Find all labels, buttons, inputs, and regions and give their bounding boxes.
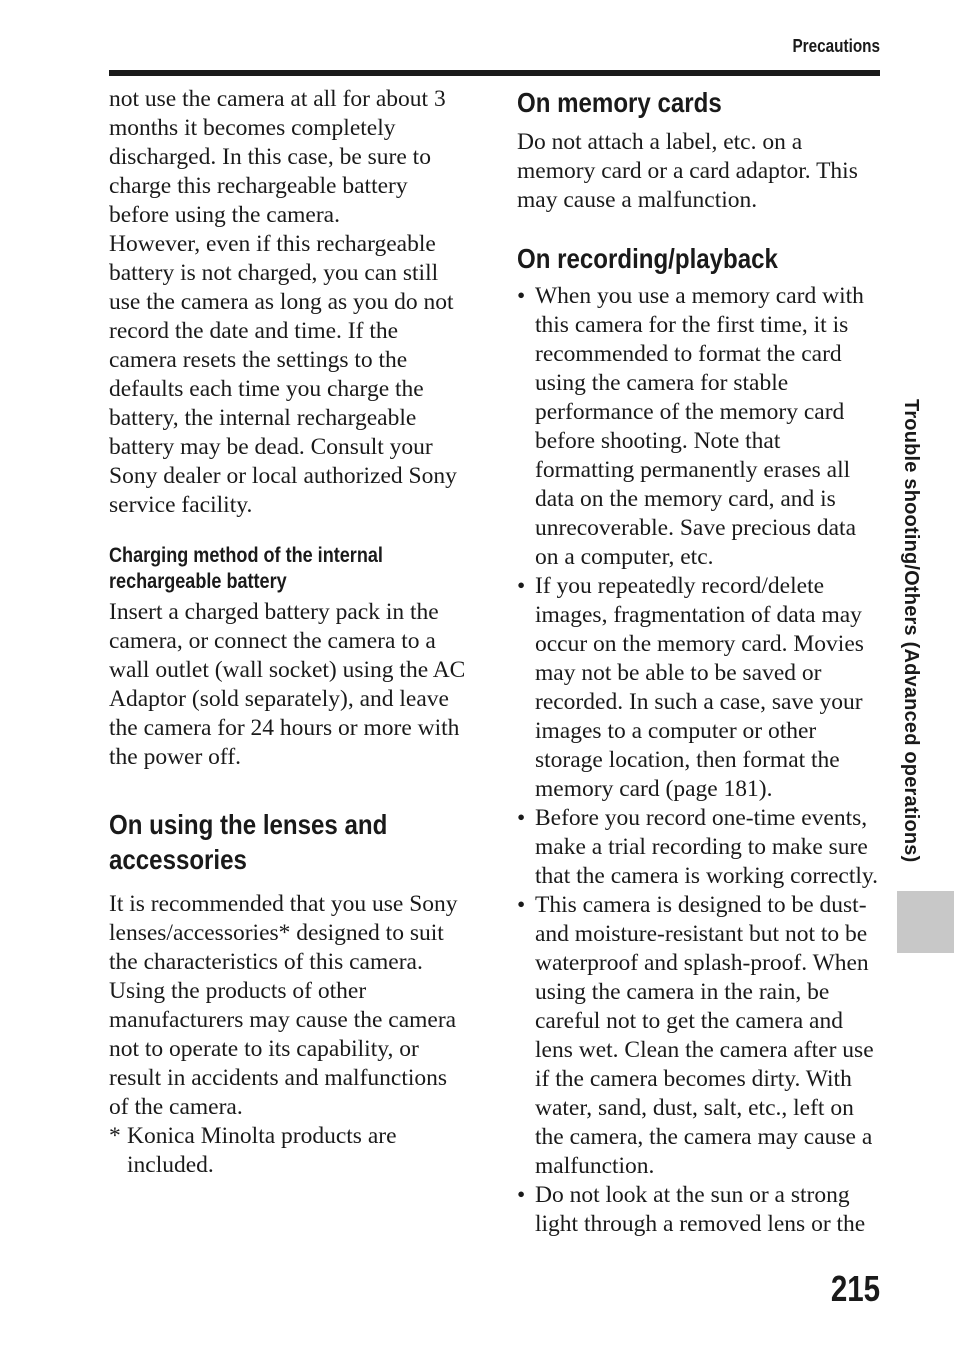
left-column bbox=[109, 85, 471, 1180]
bullet-mark: • bbox=[517, 573, 526, 599]
bullet-mark: • bbox=[517, 283, 526, 309]
intro-paragraph-1: not use the camera at all for about 3 months it becomes completely discharged. In this case, be sure to charge this rechargeable battery before using the camera. bbox=[109, 86, 446, 228]
bullet-mark: • bbox=[517, 805, 526, 831]
lenses-section-heading: On using the lenses and accessories bbox=[109, 809, 388, 875]
list-item-text: If you repeatedly record/delete images, fragmentation of data may occur on the memory card. Movies may not be able to be saved or recorded. In such a case, save your images to a computer or other storage location, then format the memory card (page 181). bbox=[535, 573, 864, 802]
memory-cards-heading: On memory cards bbox=[517, 87, 722, 118]
lenses-section-text: It is recommended that you use Sony lenses/accessories* designed to suit the characteristics of this camera. Using the products of other manufacturers may cause the camera not to operate to its capability, or result in accidents and malfunctions of the camera. bbox=[109, 891, 458, 1120]
chapter-tab-marker bbox=[897, 891, 954, 953]
list-item-text: Do not look at the sun or a strong light through a removed lens or the bbox=[535, 1182, 866, 1237]
intro-paragraph-2: However, even if this rechargeable battery is not charged, you can still use the camera as long as you do not record the date and time. If the camera resets the settings to the defaults each time you charge the battery, the internal rechargeable battery may be dead. Consult your Sony dealer or local authorized Sony service facility. bbox=[109, 231, 457, 518]
list-item-text: This camera is designed to be dust- and moisture-resistant but not to be waterproof and splash-proof. When using the camera in the rain, be careful not to get the camera and lens wet. Clean the camera after use if the camera becomes dirty. With water, sand, dust, salt, etc., left on the camera, the camera may cause a malfunction. bbox=[535, 892, 874, 1179]
page-number: 215 bbox=[830, 1268, 880, 1309]
list-item bbox=[517, 572, 879, 804]
list-item bbox=[517, 891, 879, 1181]
memory-cards-text: Do not attach a label, etc. on a memory card or a card adaptor. This may cause a malfunction. bbox=[517, 129, 858, 213]
recording-playback-list bbox=[517, 282, 879, 1239]
footnote-mark: * bbox=[109, 1123, 121, 1149]
bullet-mark: • bbox=[517, 1182, 526, 1208]
running-header-title: Precautions bbox=[792, 36, 880, 56]
list-item bbox=[517, 1181, 879, 1239]
header-rule bbox=[109, 70, 880, 76]
charging-method-text: Insert a charged battery pack in the camera, or connect the camera to a wall outlet (wall socket) using the AC Adaptor (sold separately), and leave the camera for 24 hours or more with the power off. bbox=[109, 599, 466, 770]
right-column bbox=[517, 85, 879, 1239]
side-chapter-label: Trouble shooting/Others (Advanced operations) bbox=[900, 399, 922, 863]
bullet-mark: • bbox=[517, 892, 526, 918]
charging-method-heading: Charging method of the internal rechargeable battery bbox=[109, 544, 383, 593]
list-item-text: Before you record one-time events, make a trial recording to make sure that the camera is working correctly. bbox=[535, 805, 878, 889]
recording-playback-heading: On recording/playback bbox=[517, 243, 778, 274]
list-item bbox=[517, 282, 879, 572]
footnote bbox=[109, 1122, 471, 1180]
footnote-text: Konica Minolta products are included. bbox=[127, 1123, 397, 1178]
list-item-text: When you use a memory card with this camera for the first time, it is recommended to format the card using the camera for stable performance of the memory card before shooting. Note that formatting permanently erases all data on the memory card, and is unrecoverable. Save precious data on a computer, etc. bbox=[535, 283, 864, 570]
list-item bbox=[517, 804, 879, 891]
